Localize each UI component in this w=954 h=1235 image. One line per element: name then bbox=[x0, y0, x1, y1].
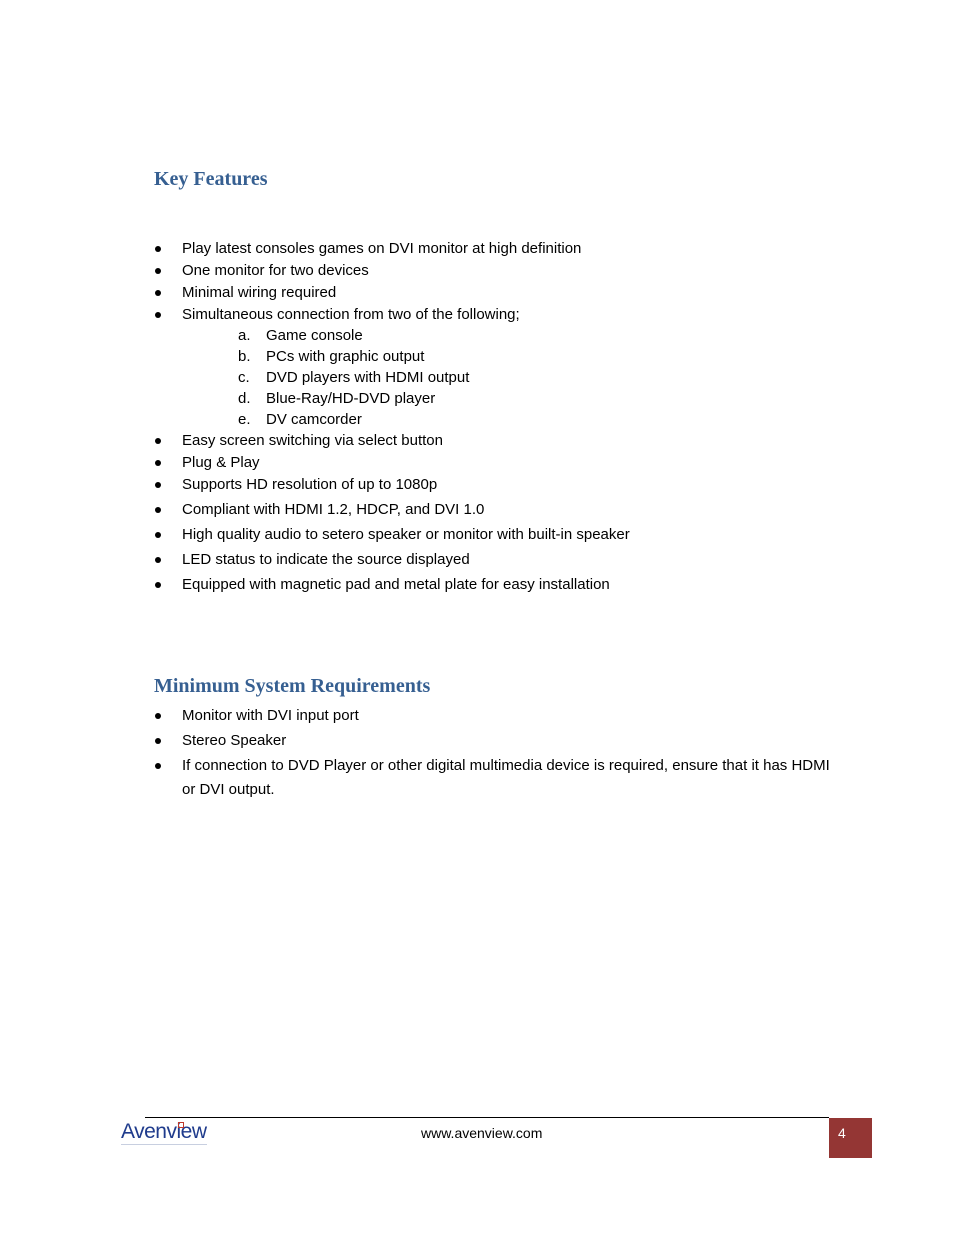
list-item: Easy screen switching via select button bbox=[154, 431, 630, 451]
list-item: Plug & Play bbox=[154, 453, 630, 473]
avenview-logo: Avenview bbox=[121, 1120, 207, 1143]
bullet-icon bbox=[155, 460, 161, 466]
bullet-icon bbox=[155, 312, 161, 318]
page-number: 4 bbox=[829, 1118, 872, 1158]
list-item: Supports HD resolution of up to 1080p bbox=[154, 475, 630, 495]
key-features-list bbox=[154, 239, 630, 595]
bullet-icon bbox=[155, 438, 161, 444]
bullet-icon bbox=[155, 763, 161, 769]
list-item: Compliant with HDMI 1.2, HDCP, and DVI 1.0 bbox=[154, 500, 630, 520]
bullet-icon bbox=[155, 582, 161, 588]
list-item: If connection to DVD Player or other digital multimedia device is required, ensure that it has HDMI or DVI output. bbox=[154, 754, 832, 802]
list-item: Equipped with magnetic pad and metal plate for easy installation bbox=[154, 575, 630, 595]
list-item: Play latest consoles games on DVI monitor at high definition bbox=[154, 239, 630, 259]
list-item: LED status to indicate the source displayed bbox=[154, 550, 630, 570]
sub-list-item: c. DVD players with HDMI output bbox=[238, 369, 470, 386]
bullet-icon bbox=[155, 557, 161, 563]
list-item: Minimal wiring required bbox=[154, 283, 630, 303]
list-item: Stereo Speaker bbox=[154, 731, 832, 751]
list-item: Simultaneous connection from two of the following; bbox=[154, 305, 630, 325]
list-item: One monitor for two devices bbox=[154, 261, 630, 281]
bullet-icon bbox=[155, 532, 161, 538]
bullet-icon bbox=[155, 713, 161, 719]
footer-divider bbox=[145, 1117, 829, 1118]
sub-list-item: d. Blue-Ray/HD-DVD player bbox=[238, 390, 436, 407]
bullet-icon bbox=[155, 738, 161, 744]
logo-mark-icon bbox=[178, 1122, 184, 1128]
requirements-list bbox=[154, 706, 832, 802]
sub-list-item: b. PCs with graphic output bbox=[238, 348, 425, 365]
sub-list-item: a. Game console bbox=[238, 327, 363, 344]
sub-list-item: e. DV camcorder bbox=[238, 411, 362, 428]
footer-url: www.avenview.com bbox=[421, 1125, 543, 1141]
bullet-icon bbox=[155, 290, 161, 296]
key-features-heading: Key Features bbox=[154, 168, 268, 190]
bullet-icon bbox=[155, 482, 161, 488]
list-item: Monitor with DVI input port bbox=[154, 706, 832, 726]
list-item: High quality audio to setero speaker or monitor with built-in speaker bbox=[154, 525, 630, 545]
bullet-icon bbox=[155, 507, 161, 513]
bullet-icon bbox=[155, 246, 161, 252]
bullet-icon bbox=[155, 268, 161, 274]
requirements-heading: Minimum System Requirements bbox=[154, 675, 431, 697]
